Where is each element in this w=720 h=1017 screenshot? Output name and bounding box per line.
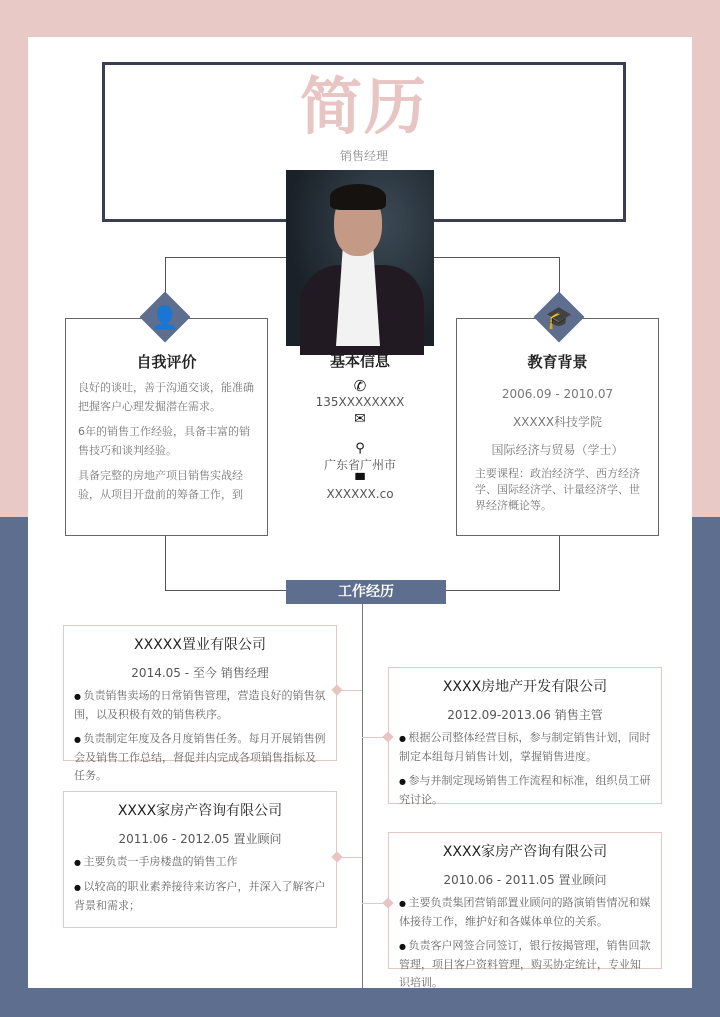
job-date-title: 2010.06 - 2011.05 置业顾问	[443, 873, 607, 887]
job-bullet: ● 负责销售卖场的日常销售管理，营造良好的销售氛围，以及积极有效的销售秩序。	[74, 687, 326, 724]
job-company: XXXX房地产开发有限公司	[442, 679, 608, 695]
education-box	[456, 318, 659, 536]
graduation-cap-icon: 🎓	[545, 305, 573, 331]
self-eval-paragraph: 具备完整的房地产项目销售实战经验，从项目开盘前的筹备工作，到	[78, 469, 243, 501]
mail-icon: ✉	[354, 411, 366, 427]
job-bullet: ● 负责制定年度及各月度销售任务。每月开展销售例会及销售工作总结，督促并内完成各项销售指标及任务。	[74, 730, 326, 785]
education-school: XXXXX科技学院	[512, 415, 603, 429]
page-title: 简历	[299, 70, 428, 143]
website: XXXXXX.co	[326, 487, 394, 501]
job-company: XXXX家房产咨询有限公司	[442, 844, 608, 860]
job-company: XXXX家房产咨询有限公司	[117, 803, 283, 819]
connector	[434, 257, 560, 258]
job-bullet: ● 以较高的职业素养接待来访客户，并深入了解客户背景和需求；	[74, 878, 326, 915]
computer-icon: ▀	[355, 473, 365, 487]
job-card	[388, 667, 662, 804]
education-heading: 教育背景	[527, 353, 588, 371]
location: 广东省广州市	[323, 458, 396, 472]
person-icon: 👤	[151, 305, 179, 331]
job-card	[63, 791, 337, 928]
phone-icon: ✆	[353, 377, 367, 395]
connector	[165, 535, 166, 591]
job-bullet: ● 负责客户网签合同签订，银行按揭管理，销售回款管理，项目客户资料管理，购买协定统计，专业知识培训。	[399, 937, 651, 992]
connector	[165, 590, 286, 591]
basic-info	[286, 350, 434, 501]
basic-info-heading: 基本信息	[329, 352, 390, 370]
phone-number: 135XXXXXXXX	[315, 395, 405, 409]
self-eval-paragraph: 6年的销售工作经验，具备丰富的销售技巧和谈判经验。	[78, 425, 250, 457]
job-subtitle: 销售经理	[339, 149, 388, 163]
connector	[559, 535, 560, 591]
education-major: 国际经济与贸易（学士）	[491, 443, 624, 457]
self-evaluation-box	[65, 318, 268, 536]
education-period: 2006.09 - 2010.07	[501, 387, 614, 401]
job-date-title: 2014.05 - 至今 销售经理	[131, 666, 269, 680]
job-bullet: ● 主要负责一手房楼盘的销售工作	[74, 853, 326, 872]
email	[286, 427, 434, 441]
job-bullet: ● 参与并制定现场销售工作流程和标准，组织员工研究讨论。	[399, 772, 651, 809]
job-company: XXXXX置业有限公司	[134, 637, 266, 653]
location-pin-icon: ⚲	[355, 441, 365, 456]
self-evaluation-heading: 自我评价	[136, 353, 197, 371]
self-eval-paragraph: 良好的谈吐，善于沟通交谈，能准确把握客户心理发掘潜在需求。	[78, 381, 254, 413]
job-card	[388, 832, 662, 989]
job-bullet: ● 根据公司整体经营目标，参与制定销售计划，同时制定本组每月销售计划，掌握销售进度。	[399, 729, 651, 766]
connector	[165, 257, 286, 258]
job-date-title: 2011.06 - 2012.05 置业顾问	[118, 832, 282, 846]
job-card	[63, 625, 337, 782]
timeline-line	[362, 604, 363, 988]
profile-photo	[286, 170, 434, 346]
education-courses: 主要课程：政治经济学、西方经济学、国际经济学、计量经济学、世界经济概论等。	[475, 467, 640, 512]
work-experience-heading: 工作经历	[286, 580, 446, 604]
job-date-title: 2012.09-2013.06 销售主管	[447, 708, 603, 722]
job-bullet: ● 主要负责集团营销部置业顾问的路演销售情况和媒体接待工作，维护好和各媒体单位的关系。	[399, 894, 651, 931]
connector	[446, 590, 560, 591]
